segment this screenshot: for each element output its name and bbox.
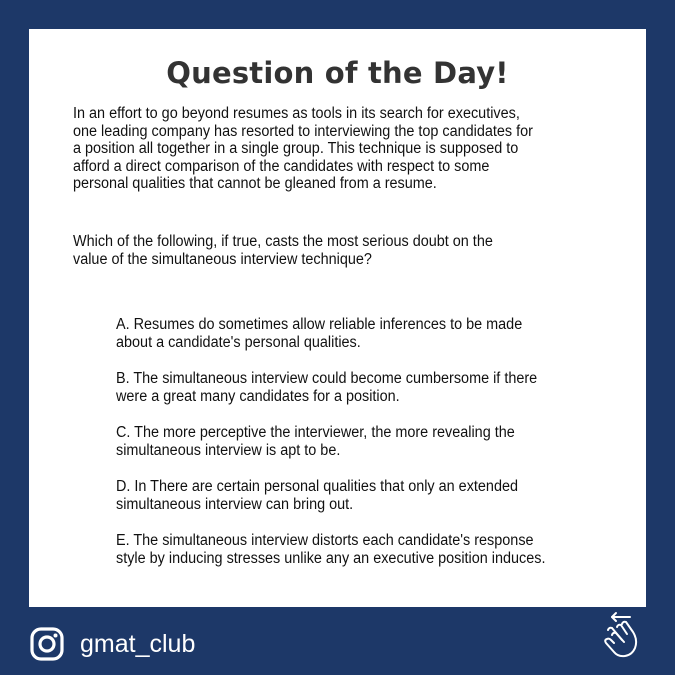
answer-option-c[interactable] [116, 424, 515, 459]
swipe-hand-icon[interactable] [600, 610, 644, 662]
option-line: about a candidate's personal qualities. [116, 333, 361, 351]
question-line: Which of the following, if true, casts the most serious doubt on the [73, 233, 493, 250]
passage-line: a position all together in a single group. This technique is supposed to [73, 140, 519, 157]
passage-line: one leading company has resorted to interviewing the top candidates for [73, 122, 533, 140]
option-line: D. In There are certain personal qualities that only an extended [116, 478, 519, 495]
instagram-handle[interactable]: gmat_club [80, 630, 196, 658]
passage-line: In an effort to go beyond resumes as tools in its search for executives, [73, 105, 520, 122]
answer-option-b[interactable] [116, 370, 537, 405]
instagram-icon[interactable] [30, 627, 64, 661]
option-line: A. Resumes do sometimes allow reliable inferences to be made [116, 316, 523, 333]
option-line: E. The simultaneous interview distorts each candidate's response [116, 532, 534, 549]
option-line: simultaneous interview can bring out. [116, 495, 354, 513]
passage-line: personal qualities that cannot be gleaned from a resume. [73, 175, 437, 192]
option-line: were a great many candidates for a position. [116, 387, 400, 405]
page-title: Question of the Day! [166, 56, 509, 90]
answer-option-a[interactable] [116, 316, 522, 351]
option-line: B. The simultaneous interview could become cumbersome if there [116, 370, 538, 387]
option-line: C. The more perceptive the interviewer, the more revealing the [116, 424, 515, 441]
answer-option-d[interactable] [116, 478, 518, 513]
question-stem [73, 233, 493, 268]
answer-option-e[interactable] [116, 532, 546, 567]
passage [73, 105, 533, 193]
option-line: simultaneous interview is apt to be. [116, 441, 341, 459]
passage-line: afford a direct comparison of the candidates with respect to some [73, 157, 490, 175]
question-line: value of the simultaneous interview technique? [73, 250, 372, 268]
option-line: style by inducing stresses unlike any an executive position induces. [116, 549, 546, 567]
